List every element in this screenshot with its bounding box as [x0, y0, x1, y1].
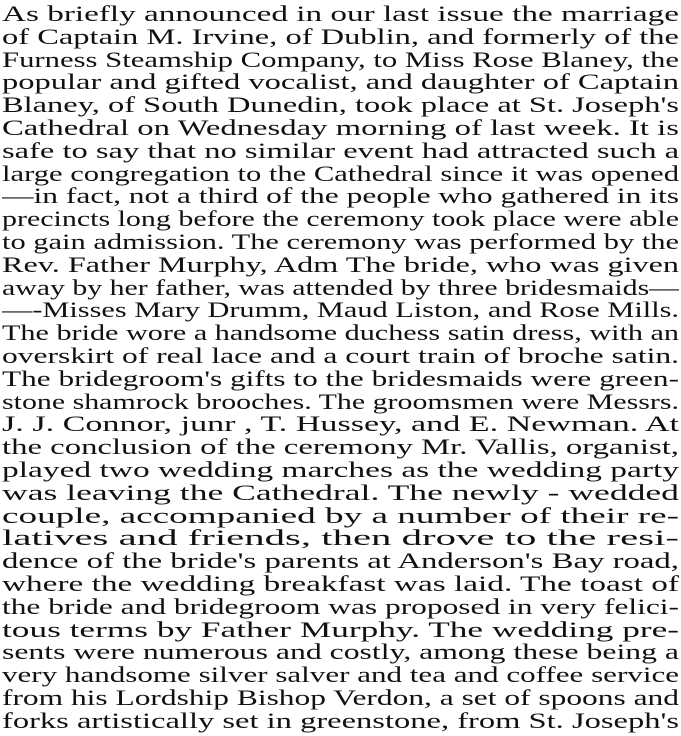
line-text: sents were numerous and costly, among these being a — [2, 640, 679, 665]
article-line — [2, 572, 679, 596]
article-line — [2, 595, 679, 619]
line-text: —in fact, not a third of the people who gathered in its — [2, 184, 679, 209]
article-line — [2, 93, 679, 117]
article-line — [2, 686, 679, 710]
line-text: Rev. Father Murphy, Adm The bride, who was given — [2, 252, 679, 277]
article-line — [2, 207, 679, 231]
line-text: couple, accompanied by a number of their re- — [2, 503, 679, 528]
line-text: Blaney, of South Dunedin, took place at St. Joseph's — [2, 93, 679, 118]
article-line — [2, 48, 679, 72]
line-text: from his Lordship Bishop Verdon, a set of spoons and — [2, 686, 679, 710]
article-line — [2, 549, 679, 573]
article-line — [2, 504, 679, 528]
article-line — [2, 70, 679, 94]
article-line — [2, 435, 679, 459]
article-line — [2, 276, 679, 300]
article-line — [2, 116, 679, 140]
article-line — [2, 709, 679, 733]
line-text: dence of the bride's parents at Anderson's Bay road, — [2, 549, 679, 574]
article-line — [2, 321, 679, 345]
article-line — [2, 139, 679, 163]
line-text: Cathedral on Wednesday morning of last week. It is — [2, 116, 679, 140]
line-text: The bridegroom's gifts to the bridesmaids were green- — [2, 366, 679, 391]
article-line — [2, 412, 679, 436]
article-line — [2, 663, 679, 687]
line-text: overskirt of real lace and a court train of broche satin. — [2, 344, 679, 368]
line-text: stone shamrock brooches. The groomsmen were Messrs. — [2, 389, 679, 414]
article-line — [2, 618, 679, 642]
line-text: away by her father, was attended by three bridesmaids— — [2, 275, 679, 300]
article-line — [2, 25, 679, 49]
line-text: the bride and bridegroom was proposed in very felici- — [2, 594, 679, 619]
article-line — [2, 481, 679, 505]
article-line — [2, 390, 679, 414]
article-line — [2, 526, 679, 550]
line-text: forks artistically set in greenstone, from St. Joseph's — [2, 708, 679, 733]
article-line — [2, 458, 679, 482]
article-line — [2, 298, 679, 322]
line-text: safe to say that no similar event had attracted such a — [2, 138, 679, 163]
line-text: —-Misses Mary Drumm, Maud Liston, and Rose Mills. — [2, 298, 679, 323]
line-text: The bride wore a handsome duchess satin dress, with an — [2, 321, 679, 346]
line-text: precincts long before the ceremony took place were able — [2, 207, 679, 232]
article-line — [2, 367, 679, 391]
line-text: of Captain M. Irvine, of Dublin, and formerly of the — [2, 24, 679, 49]
article-line — [2, 162, 679, 186]
article-line — [2, 2, 679, 26]
article-line — [2, 184, 679, 208]
article-line — [2, 230, 679, 254]
line-text: to gain admission. The ceremony was performed by the — [2, 230, 679, 254]
line-text: the conclusion of the ceremony Mr. Vallis, organist, — [2, 435, 679, 460]
article-line — [2, 640, 679, 664]
line-text: was leaving the Cathedral. The newly - wedded — [2, 480, 679, 505]
article-line — [2, 344, 679, 368]
line-text: J. J. Connor, junr , T. Hussey, and E. Newman. At — [2, 412, 679, 437]
line-text: tous terms by Father Murphy. The wedding pre- — [2, 617, 679, 642]
line-text: played two wedding marches as the wedding party — [2, 458, 679, 482]
line-text: very handsome silver salver and tea and coffee service — [2, 663, 679, 688]
line-text: popular and gifted vocalist, and daughter of Captain — [2, 70, 679, 95]
line-text: As briefly announced in our last issue the marriage — [2, 2, 679, 26]
line-text: where the wedding breakfast was laid. The toast of — [2, 572, 679, 596]
line-text: Furness Steamship Company, to Miss Rose Blaney, the — [2, 47, 679, 72]
line-text: large congregation to the Cathedral since it was opened — [2, 161, 679, 186]
article-line — [2, 253, 679, 277]
line-text: latives and friends, then drove to the resi- — [2, 526, 679, 551]
